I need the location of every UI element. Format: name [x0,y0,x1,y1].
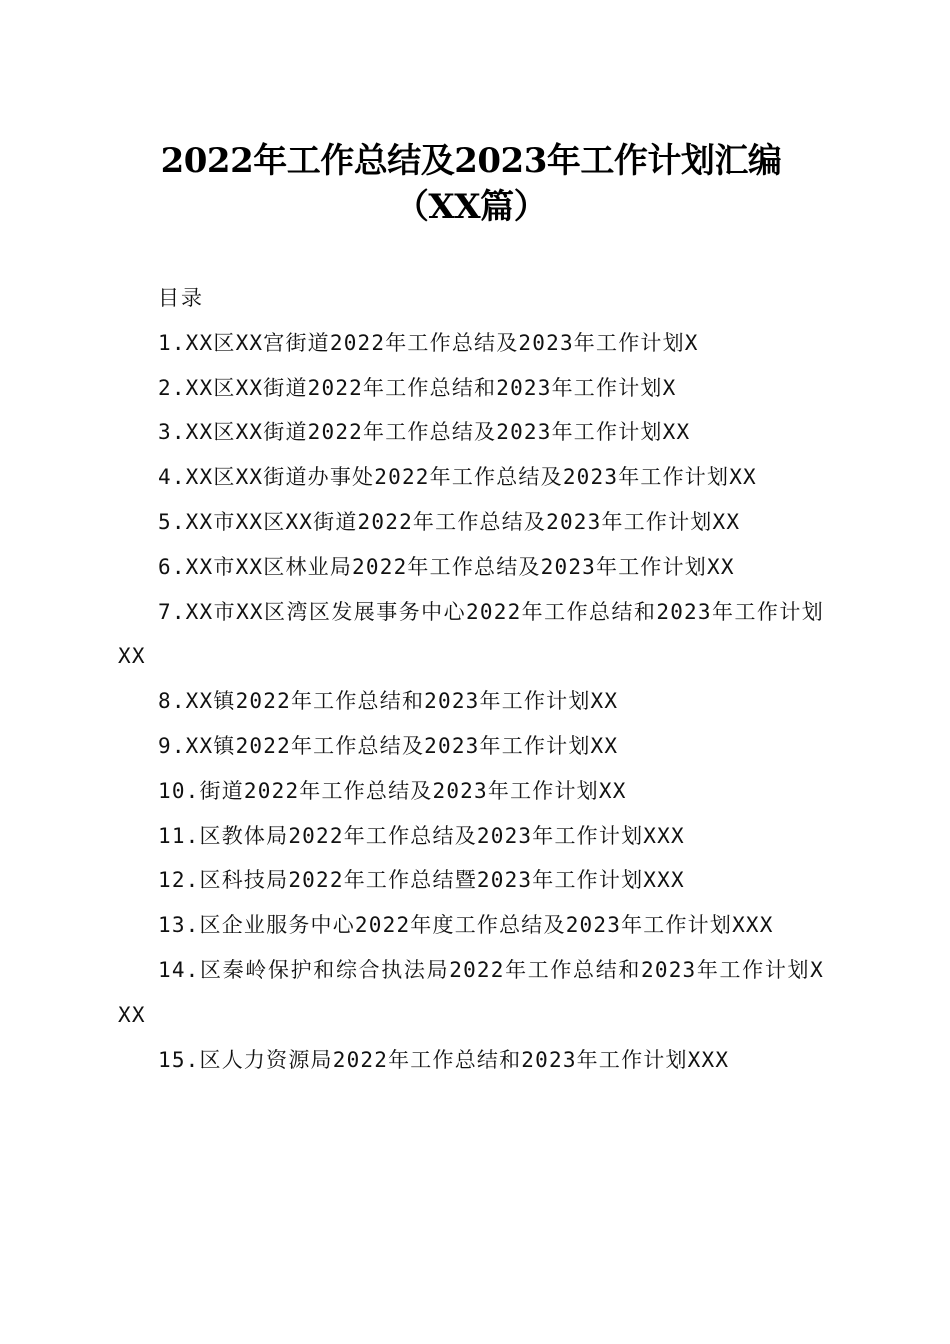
toc-item[interactable]: 5.XX市XX区XX街道2022年工作总结及2023年工作计划XX [158,509,741,534]
toc-item[interactable]: 3.XX区XX街道2022年工作总结及2023年工作计划XX [158,420,691,445]
document-title: 2022年工作总结及2023年工作计划汇编（XX篇） [160,141,782,227]
toc-item[interactable]: 8.XX镇2022年工作总结和2023年工作计划XX [158,689,619,714]
toc-item[interactable]: 14.区秦岭保护和综合执法局2022年工作总结和2023年工作计划XXX [118,957,824,1027]
toc-item[interactable]: 13.区企业服务中心2022年度工作总结及2023年工作计划XXX [158,913,774,938]
toc-item[interactable]: 9.XX镇2022年工作总结及2023年工作计划XX [158,733,619,758]
toc-item[interactable]: 11.区教体局2022年工作总结及2023年工作计划XXX [158,823,685,848]
table-of-contents [118,276,824,1082]
toc-item[interactable]: 1.XX区XX宫街道2022年工作总结及2023年工作计划X [158,330,699,355]
toc-item[interactable]: 7.XX市XX区湾区发展事务中心2022年工作总结和2023年工作计划XX [118,599,824,669]
toc-item[interactable]: 15.区人力资源局2022年工作总结和2023年工作计划XXX [158,1047,730,1072]
toc-item[interactable]: 6.XX市XX区林业局2022年工作总结及2023年工作计划XX [158,554,735,579]
toc-item[interactable]: 4.XX区XX街道办事处2022年工作总结及2023年工作计划XX [158,465,757,490]
toc-item[interactable]: 12.区科技局2022年工作总结暨2023年工作计划XXX [158,868,685,893]
toc-item[interactable]: 10.街道2022年工作总结及2023年工作计划XX [158,778,627,803]
toc-item[interactable]: 2.XX区XX街道2022年工作总结和2023年工作计划X [158,375,677,400]
toc-heading: 目录 [158,286,204,310]
